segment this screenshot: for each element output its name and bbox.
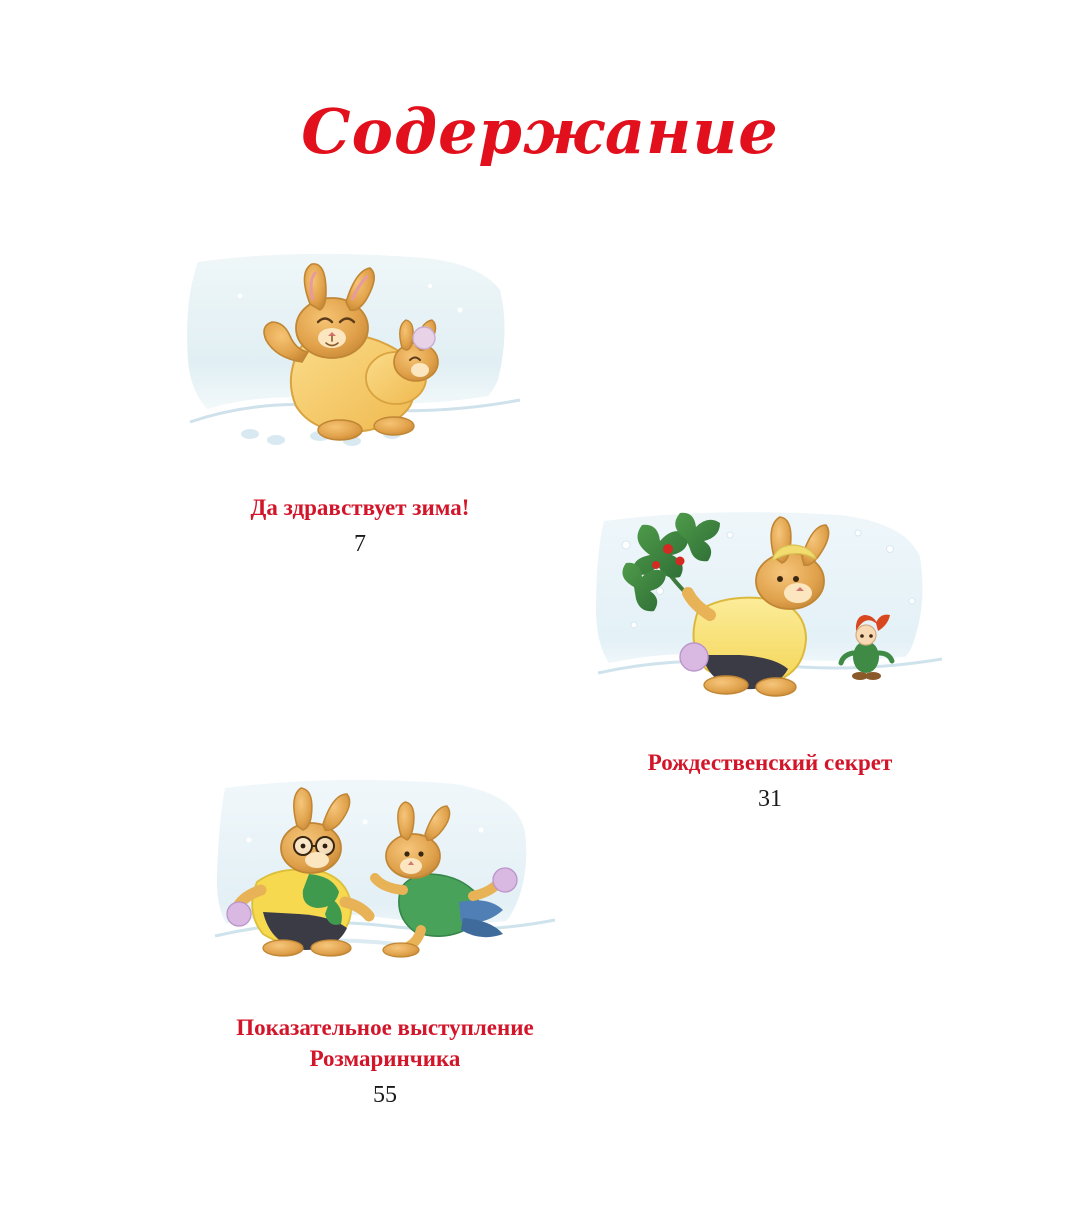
toc-entry-caption: [205, 1012, 565, 1074]
toc-entry-1[interactable]: [180, 250, 540, 558]
two-bunnies-ice-skating-illustration: [205, 770, 565, 1000]
toc-entry-page-number: 55: [373, 1082, 397, 1109]
toc-entry-2[interactable]: [590, 505, 950, 813]
toc-entry-3[interactable]: [205, 770, 565, 1109]
toc-entry-caption-line-2: Розмаринчика: [309, 1046, 461, 1072]
toc-entry-caption-line-1: Показательное выступление: [236, 1015, 534, 1040]
toc-entry-page-number: 7: [354, 531, 366, 558]
page-title: Содержание: [301, 95, 779, 168]
toc-entry-caption: Да здравствует зима!: [250, 495, 470, 520]
toc-entry-caption: Рождественский секрет: [647, 750, 893, 775]
two-bunnies-hugging-in-snow-illustration: [180, 250, 540, 480]
bunny-carrying-holly-branch-with-elf-illustration: [590, 505, 950, 735]
toc-entry-page-number: 31: [758, 786, 782, 813]
